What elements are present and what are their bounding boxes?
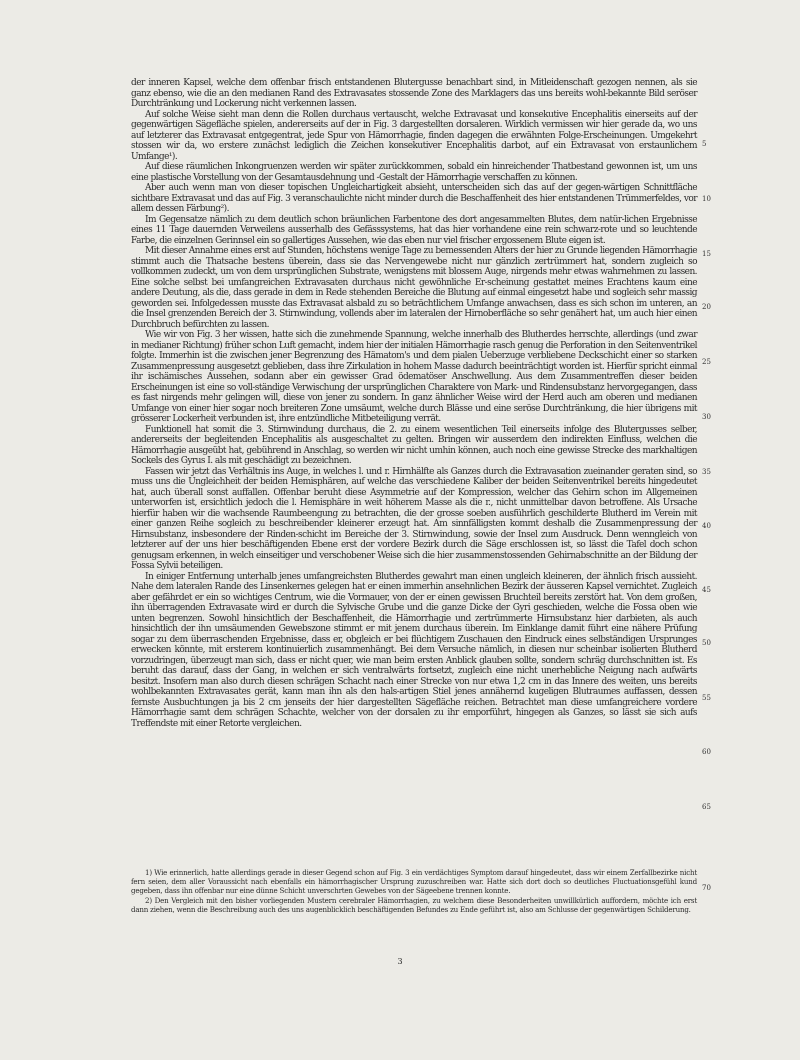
footnote: 1) Wie erinnerlich, hatte allerdings gerade in dieser Gegend schon auf Fig. 3 ein verdächtiges Symptom darauf hingedeutet, dass wir einem Zerfallbezirke nicht fern seien, dem aller Voraussicht nach ebenfalls ein hämorrhagischer Ursprung zuzuschreiben war. Hatte sich dort doch so deutliches Fluctuationsgefühl kund gegeben, dass ihn offenbar nur eine dünne Schicht unverschrten Gewebes von der Sägeebene trennen konnte. <box>131 868 697 895</box>
paragraph: Funktionell hat somit die 3. Stirnwindung durchaus, die 2. zu einem wesentlichen Teil einerseits infolge des Blutergusses selber, andererseits der begleitenden Encephalitis als ausgeschaltet zu gelten. Bringen wir ausserdem den indirekten Einfluss, welchen die Hämorrhagie ausgeübt hat, gebührend in Anschlag, so werden wir nicht umhin können, auch noch eine gewisse Strecke des markhaltigen Sockels des Gyrus I. als mit geschädigt zu bezeichnen. <box>131 424 697 466</box>
line-number: 35 <box>702 468 711 476</box>
footnotes <box>131 869 697 917</box>
paragraph: Auf diese räumlichen Inkongruenzen werden wir später zurückkommen, sobald ein hinreichender Thatbestand gewonnen ist, um uns eine plastische Vorstellung von der Gesamtausdehnung und -Gestalt der Hämorrhagie verschaffen zu können. <box>131 162 697 183</box>
paragraph: Im Gegensatze nämlich zu dem deutlich schon bräunlichen Farbentone des dort angesammelten Blutes, dem natür-lichen Ergebnisse eines 11 Tage dauernden Verweilens ausserhalb des Gefässsystems, hat das hier vorhandene eine rein schwarz-rote und so leuchtende Farbe, die einzelnen Gerinnsel ein so gallertiges Aussehen, wie das eben nur viel frischer ergossenem Blute eigen ist. <box>131 214 697 246</box>
line-number: 30 <box>702 413 711 421</box>
line-number: 65 <box>702 803 711 811</box>
page-number: 3 <box>397 957 403 966</box>
line-number: 45 <box>702 586 711 594</box>
line-number: 55 <box>702 694 711 702</box>
line-number: 70 <box>702 884 711 892</box>
paragraph: Auf solche Weise sieht man denn die Rollen durchaus vertauscht, welche Extravasat und konsekutive Encephalitis einerseits auf der gegenwärtigen Sägefläche spielen, andererseits auf der in Fig. 3 dargestellten dorsaleren. Wirklich vermissen wir hier gerade da, wo uns auf letzterer das Extravasat entgegentrat, jede Spur von Hämorrhagie, finden dagegen die erwähnten Folge-Erscheinungen. Umgekehrt stossen wir da, wo erstere zunächst lediglich die Zeichen konsekutiver Encephalitis darbot, auf ein Extravasat von erstaunlichem Umfange¹). <box>131 109 697 162</box>
line-number: 15 <box>702 250 711 258</box>
paragraph: Fassen wir jetzt das Verhältnis ins Auge, in welches l. und r. Hirnhälfte als Ganzes durch die Extravasation zueinander geraten sind, so muss uns die Ungleichheit der beiden Hemisphären, auf welche das verschiedene Kaliber der beiden Seitenventrikel bereits hingedeutet hat, auch überall sonst auffallen. Offenbar beruht diese Asymmetrie auf der Kompression, welcher das Gehirn schon im Allgemeinen unterworfen ist, ersichtlich jedoch die l. Hemisphäre in weit höherem Masse als die r., nicht unmittelbar davon betroffene. Als Ursache hierfür haben wir die wachsende Raumbeengung zu betrachten, die der grosse soeben ausführlich geschilderte Blutherd im Verein mit einer ganzen Reihe sogleich zu beschreibender kleinerer erzeugt hat. Am sinnfälligsten kommt deshalb die Zusammenpressung der Hirnsubstanz, insbesondere der Rinden-schicht im Bereiche der 3. Stirnwindung, sowie der Insel zum Ausdruck. Denn wenngleich von letzterer auf der uns hier beschäftigenden Ebene erst der vordere Bezirk durch die Säge erschlossen ist, so lässt die Tafel doch schon genugsam erkennen, in welch einseitiger und verschobener Weise sich die hier zusammenstossenden Gehirnabschnitte an der Bildung der Fossa Sylvii beteiligen. <box>131 466 697 571</box>
line-number: 50 <box>702 639 711 647</box>
line-number: 5 <box>702 140 707 148</box>
paragraph: Mit dieser Annahme eines erst auf Stunden, höchstens wenige Tage zu bemessenden Alters der hier zu Grunde liegenden Hämorrhagie stimmt auch die Thatsache bestens überein, dass sie das Nervengewebe nicht nur gänzlich zertrümmert hat, sondern zugleich so vollkommen zudeckt, um von dem ursprünglichen Substrate, wenigstens mit blossem Auge, nirgends mehr etwas wahrnehmen zu lassen. Eine solche selbst bei umfangreichen Extravasaten durchaus nicht gewöhnliche Er-scheinung gestattet meines Erachtens kaum eine andere Deutung, als die, dass gerade in dem in Rede stehenden Bereiche die Blutung auf einmal eingesetzt habe und sogleich sehr massig geworden sei. Infolgedessen musste das Extravasat alsbald zu so beträchtlichem Umfange anwachsen, dass es sich schon im unteren, an die Insel grenzenden Bereich der 3. Stirnwindung, vollends aber im lateralen der Hirnoberfläche so sehr genähert hat, um auch hier einen Durchbruch befürchten zu lassen. <box>131 246 697 330</box>
paragraph: der inneren Kapsel, welche dem offenbar frisch entstandenen Blutergusse benachbart sind, in Mitleidenschaft gezogen nennen, als sie ganz ebenso, wie die an den medianen Rand des Extravasates stossende Zone des Marklagers das uns bereits wohl-bekannte Bild seröser Durchtränkung und Lockerung nicht verkennen lassen. <box>131 78 697 109</box>
line-number: 60 <box>702 748 711 756</box>
line-number: 20 <box>702 303 711 311</box>
paragraph: Wie wir von Fig. 3 her wissen, hatte sich die zunehmende Spannung, welche innerhalb des Blutherdes herrschte, allerdings (und zwar in medianer Richtung) früher schon Luft gemacht, indem hier der initialen Hämorrhagie rasch genug die Perforation in den Seitenventrikel folgte. Immerhin ist die zwischen jener Begrenzung des Hämatom's und dem pialen Ueberzuge verbliebene Deckschicht einer so starken Zusammenpressung ausgesetzt geblieben, dass ihre Zirkulation in hohem Masse dadurch beeinträchtigt worden ist. Hierfür spricht einmal ihr ischämisches Aussehen, sodann aber ein gewisser Grad ödematöser Anschwellung. Aus dem Zusammentreffen dieser beiden Erscheinungen ist eine so voll-ständige Verwischung der ursprünglichen Charaktere von Mark- und Rindensubstanz hervorgegangen, dass es fast nirgends mehr gelingen will, diese von jener zu sondern. In ganz ähnlicher Weise wird der Herd auch am oberen und medianen Umfange von einer hier sogar noch breiteren Zone umsäumt, welche durch Blässe und eine seröse Durchtränkung, die hier übrigens mit grösserer Lockerheit verbunden ist, ihre entzündliche Mitbeteiligung verrät. <box>131 330 697 424</box>
body-text <box>131 78 697 729</box>
paragraph: In einiger Entfernung unterhalb jenes umfangreichsten Blutherdes gewahrt man einen ungleich kleineren, der ähnlich frisch aussieht. Nahe dem lateralen Rande des Linsenkernes gelegen hat er einen immerhin ansehnlichen Bezirk der äusseren Kapsel vernichtet. Zugleich aber gefährdet er ein so wichtiges Centrum, wie die Vormauer, von der er einen gewissen Bruchteil bereits zerstört hat. Von dem großen, ihn überragenden Extravasate wird er durch die Sylvische Grube und die ganze Dicke der Gyri geschieden, welche die Fossa oben wie unten begrenzen. Sowohl hinsichtlich der Beschaffenheit, die Hämorrhagie und zertrümmerte Hirnsubstanz hier darbieten, als auch hinsichtlich der ihn umsäumenden Gewebszone stimmt er mit jenem durchaus überein. Im Einklange damit führt eine nähere Prüfung sogar zu dem überraschenden Ergebnisse, dass er, obgleich er bei flüchtigem Zuschauen den Eindruck eines selbständigen Ursprunges erwecken könnte, mit ersterem kontinuierlich zusammenhängt. Bei dem Versuche nämlich, in diesen nur scheinbar isolierten Blutherd vorzudringen, überzeugt man sich, dass er nicht quer, wie man beim ersten Anblick glauben sollte, sondern schräg durchschnitten ist. Es beruht das darauf, dass der Gang, in welchen er sich ventralwärts fortsetzt, zugleich eine nicht unerhebliche Neigung nach aufwärts besitzt. Insofern man also durch diesen schrägen Schacht nach einer Strecke von nur etwa 1,2 cm in das Innere des weiten, uns bereits wohlbekannten Extravasates gerät, kann man ihn als den hals-artigen Stiel jenes annähernd kugeligen Blutraumes auffassen, dessen fernste Ausbuchtungen ja bis 2 cm jenseits der hier dargestellten Sägefläche reichen. Betrachtet man diese umfangreichere vordere Hämorrhagie samt dem schrägen Schachte, welcher von der dorsalen zu ihr emporführt, hingegen als Ganzes, so lässt sie sich aufs Treffendste mit einer Retorte vergleichen. <box>131 571 697 729</box>
paragraph: Aber auch wenn man von dieser topischen Ungleichartigkeit absieht, unterscheiden sich das auf der gegen-wärtigen Schnittfläche sichtbare Extravasat und das auf Fig. 3 veranschaulichte nicht minder durch die Beschaffenheit des hier entstandenen Trümmerfeldes, vor allem dessen Färbung²). <box>131 183 697 214</box>
line-number: 10 <box>702 195 711 203</box>
line-number: 25 <box>702 358 711 366</box>
footnote: 2) Den Vergleich mit den bisher vorliegenden Mustern cerebraler Hämorrhagien, zu welchem diese Besonderheiten unwillkürlich auffordern, möchte ich erst dann ziehen, wenn die Beschreibung auch des uns augenblicklich beschäftigenden Befundes zu Ende geführt ist, also am Schlusse der gegenwärtigen Schilderung. <box>131 896 697 915</box>
line-number: 40 <box>702 522 711 530</box>
